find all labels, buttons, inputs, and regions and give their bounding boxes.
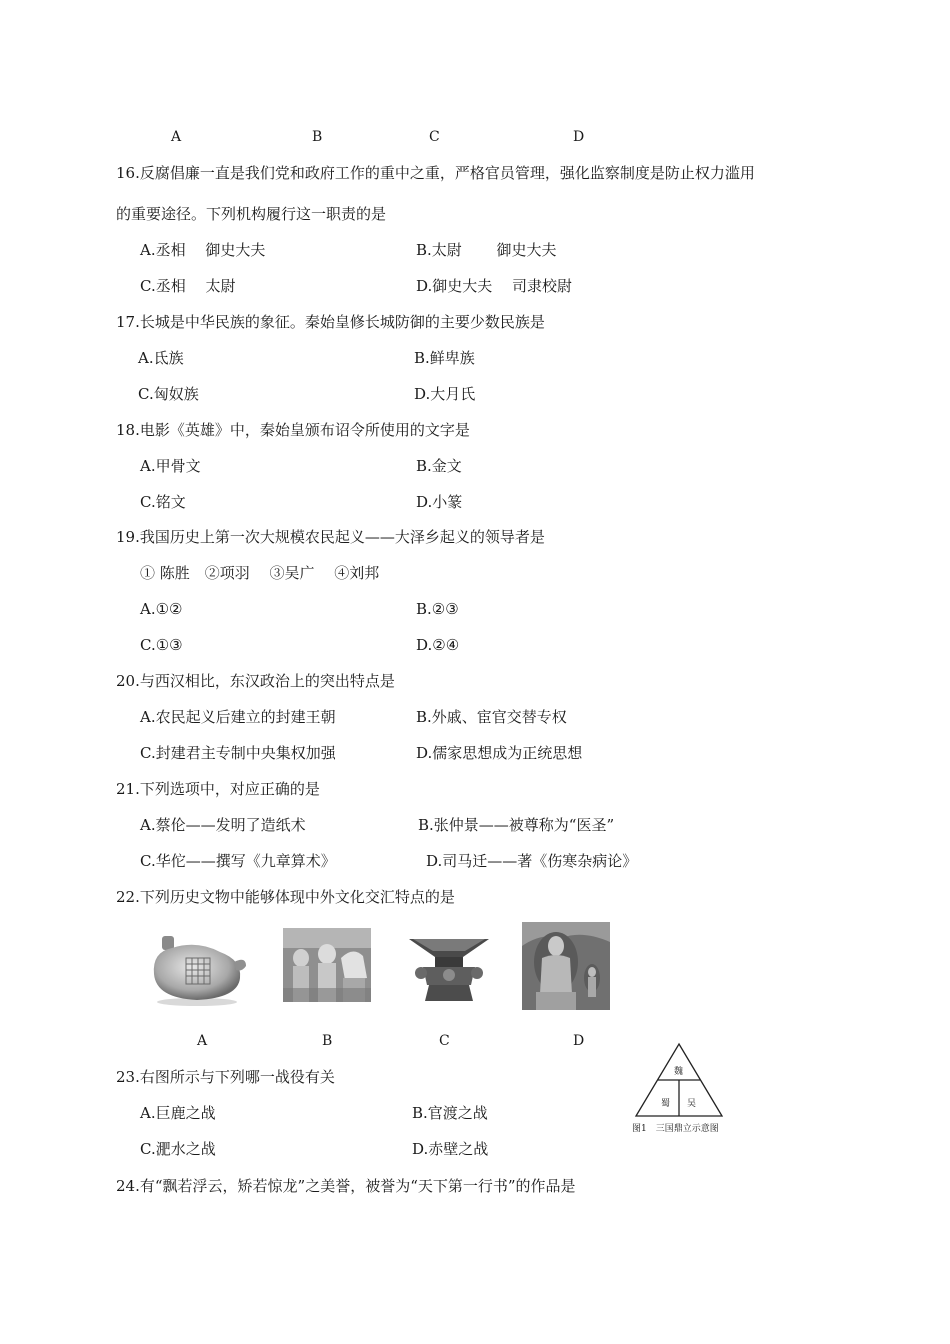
q16-stem-line2: 的重要途径。下列机构履行这一职责的是 (116, 205, 387, 223)
q20-option-d[interactable]: D.儒家思想成为正统思想 (416, 744, 583, 762)
q21-option-d[interactable]: D.司马迁——著《伤寒杂病论》 (426, 852, 638, 870)
q19-items: ① 陈胜 ②项羽 ③吴广 ④刘邦 (140, 564, 380, 582)
artifact-bronze-vessel-image (405, 935, 493, 1005)
q23-option-a[interactable]: A.巨鹿之战 (140, 1104, 216, 1122)
q24-stem: 24.有“飘若浮云，矫若惊龙”之美誉，被誉为“天下第一行书”的作品是 (116, 1177, 576, 1195)
q20-stem: 20.与西汉相比，东汉政治上的突出特点是 (116, 672, 395, 690)
q20-option-c[interactable]: C.封建君主专制中央集权加强 (140, 744, 336, 762)
q22-label-a: A (197, 1033, 208, 1049)
top-label-c: C (429, 129, 440, 145)
q17-option-c[interactable]: C.匈奴族 (138, 385, 199, 403)
q17-option-d[interactable]: D.大月氏 (414, 385, 476, 403)
kingdom-shu-label: 蜀 (661, 1099, 671, 1109)
kingdom-wei-label: 魏 (674, 1067, 684, 1077)
q21-option-c[interactable]: C.华佗——撰写《九章算术》 (140, 852, 336, 870)
q21-stem: 21.下列选项中，对应正确的是 (116, 780, 320, 798)
q16-option-c[interactable]: C.丞相 太尉 (140, 277, 236, 295)
q19-option-a[interactable]: A.①② (140, 600, 183, 618)
q18-option-b[interactable]: B.金文 (416, 457, 462, 475)
q17-stem: 17.长城是中华民族的象征。秦始皇修长城防御的主要少数民族是 (116, 313, 545, 331)
q21-option-b[interactable]: B.张仲景——被尊称为“医圣” (418, 816, 615, 834)
q22-label-c: C (439, 1033, 450, 1049)
three-kingdoms-diagram (634, 1042, 724, 1122)
q17-option-b[interactable]: B.鲜卑族 (414, 349, 475, 367)
top-label-a: A (171, 129, 182, 145)
q16-option-b[interactable]: B.太尉 御史大夫 (416, 241, 557, 259)
q23-option-d[interactable]: D.赤壁之战 (412, 1140, 489, 1158)
q20-option-b[interactable]: B.外戚、宦官交替专权 (416, 708, 567, 726)
artifact-flask-image (142, 930, 252, 1008)
q21-option-a[interactable]: A.蔡伦——发明了造纸术 (140, 816, 306, 834)
top-label-d: D (573, 129, 585, 145)
q23-stem: 23.右图所示与下列哪一战役有关 (116, 1068, 335, 1086)
q19-option-b[interactable]: B.②③ (416, 600, 459, 618)
q19-option-c[interactable]: C.①③ (140, 636, 183, 654)
q19-stem: 19.我国历史上第一次大规模农民起义——大泽乡起义的领导者是 (116, 528, 545, 546)
top-label-b: B (312, 129, 323, 145)
q19-option-d[interactable]: D.②④ (416, 636, 460, 654)
q16-option-a[interactable]: A.丞相 御史大夫 (140, 241, 266, 259)
q23-option-b[interactable]: B.官渡之战 (412, 1104, 488, 1122)
q20-option-a[interactable]: A.农民起义后建立的封建王朝 (140, 708, 336, 726)
three-kingdoms-caption: 图1 三国鼎立示意图 (632, 1124, 719, 1134)
q22-stem: 22.下列历史文物中能够体现中外文化交汇特点的是 (116, 888, 455, 906)
artifact-terracotta-image (283, 928, 371, 1002)
q17-option-a[interactable]: A.氐族 (138, 349, 184, 367)
q22-label-b: B (322, 1033, 333, 1049)
q18-option-c[interactable]: C.铭文 (140, 493, 186, 511)
q18-stem: 18.电影《英雄》中，秦始皇颁布诏令所使用的文字是 (116, 421, 470, 439)
q22-label-d: D (573, 1033, 585, 1049)
three-kingdoms-triangle (634, 1042, 724, 1118)
artifact-buddha-statue-image (522, 922, 610, 1010)
q16-stem-line1: 16.反腐倡廉一直是我们党和政府工作的重中之重，严格官员管理，强化监察制度是防止权力滥用 (116, 164, 755, 182)
q16-option-d[interactable]: D.御史大夫 司隶校尉 (416, 277, 573, 295)
q18-option-a[interactable]: A.甲骨文 (140, 457, 201, 475)
q23-option-c[interactable]: C.淝水之战 (140, 1140, 216, 1158)
q18-option-d[interactable]: D.小篆 (416, 493, 463, 511)
kingdom-wu-label: 吴 (687, 1099, 697, 1109)
